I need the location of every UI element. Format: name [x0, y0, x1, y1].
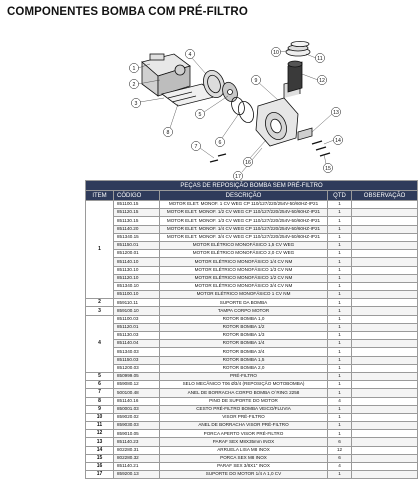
- part-description: ROTOR BOMBA 1,5: [160, 356, 328, 364]
- item-number: 5: [86, 372, 114, 380]
- header-qtd: QTD: [328, 191, 352, 201]
- callout-1: [129, 63, 138, 72]
- part-quantity: 1: [328, 209, 352, 217]
- callout-14: [333, 135, 342, 144]
- item-number: 1: [86, 201, 114, 299]
- part-code: 500100.48: [114, 389, 160, 397]
- part-observation: [352, 282, 418, 290]
- table-row: [86, 315, 418, 323]
- part-description: PARAF SEX M8X35mm INOX: [160, 438, 328, 446]
- part-observation: [352, 438, 418, 446]
- part-code: 851140.23: [114, 438, 160, 446]
- part-observation: [352, 274, 418, 282]
- part-observation: [352, 348, 418, 356]
- part-quantity: 1: [328, 201, 352, 209]
- part-code: 851130.03: [114, 332, 160, 340]
- item-number: 11: [86, 422, 114, 430]
- part-observation: [352, 217, 418, 225]
- svg-text:10: 10: [273, 50, 279, 56]
- pump-body-drawing: [256, 80, 312, 146]
- part-quantity: 6: [328, 438, 352, 446]
- part-observation: [352, 364, 418, 372]
- part-description: ANEL DE BORRACHA VISOR PRÉ-FILTRO: [160, 422, 328, 430]
- callout-13: [331, 107, 340, 116]
- part-quantity: 1: [328, 381, 352, 389]
- part-quantity: 1: [328, 413, 352, 421]
- part-code: 851130.15: [114, 217, 160, 225]
- part-code: 851140.10: [114, 258, 160, 266]
- svg-text:12: 12: [319, 78, 325, 84]
- part-code: 851150.01: [114, 241, 160, 249]
- header-description: DESCRIÇÃO: [160, 191, 328, 201]
- svg-text:13: 13: [333, 110, 339, 116]
- item-number: 9: [86, 405, 114, 413]
- svg-text:9: 9: [254, 78, 258, 84]
- part-description: ROTOR BOMBA 2,0: [160, 364, 328, 372]
- part-quantity: 1: [328, 430, 352, 438]
- table-row: [86, 454, 418, 462]
- part-quantity: 1: [328, 233, 352, 241]
- svg-text:5: 5: [198, 112, 202, 118]
- table-row: [86, 446, 418, 454]
- header-observacao: OBSERVAÇÃO: [352, 191, 418, 201]
- item-number: 2: [86, 299, 114, 307]
- table-row: [86, 340, 418, 348]
- callout-10: [271, 47, 280, 56]
- part-quantity: 4: [328, 397, 352, 405]
- part-code: 850999.05: [114, 372, 160, 380]
- part-description: ROTOR BOMBA 1,0: [160, 315, 328, 323]
- part-code: 851100.15: [114, 201, 160, 209]
- callout-5: [195, 109, 204, 118]
- callout-6: [215, 137, 224, 146]
- part-description: SUPORTE DA BOMBA: [160, 299, 328, 307]
- part-observation: [352, 463, 418, 471]
- table-row: [86, 471, 418, 479]
- part-code: 851100.10: [114, 291, 160, 299]
- basket-drawing: [288, 61, 302, 92]
- part-quantity: 1: [328, 315, 352, 323]
- svg-text:8: 8: [166, 130, 170, 136]
- svg-text:7: 7: [194, 144, 198, 150]
- part-observation: [352, 397, 418, 405]
- part-description: PRÉ-FILTRO: [160, 372, 328, 380]
- visor-drawing: [286, 41, 310, 56]
- svg-text:4: 4: [188, 52, 192, 58]
- table-row: [86, 201, 418, 209]
- part-observation: [352, 250, 418, 258]
- table-row: [86, 356, 418, 364]
- table-row: [86, 250, 418, 258]
- table-row: [86, 209, 418, 217]
- table-row: [86, 266, 418, 274]
- part-quantity: 1: [328, 348, 352, 356]
- table-row: [86, 258, 418, 266]
- part-quantity: 1: [328, 250, 352, 258]
- part-observation: [352, 299, 418, 307]
- part-code: 851120.15: [114, 209, 160, 217]
- item-number: 3: [86, 307, 114, 315]
- part-code: 859030.03: [114, 422, 160, 430]
- svg-text:6: 6: [218, 140, 222, 146]
- part-observation: [352, 332, 418, 340]
- svg-text:2: 2: [132, 82, 136, 88]
- parts-table: [85, 180, 418, 479]
- part-description: PORCA SEX M8 INOX: [160, 454, 328, 462]
- callout-7: [191, 141, 200, 150]
- part-code: 851120.01: [114, 323, 160, 331]
- part-quantity: 12: [328, 446, 352, 454]
- part-description: MOTOR ELET. MONOF. 1/2 CV WEG CP 110/127/220/254V-50/60HZ-IP21: [160, 209, 328, 217]
- callout-16: [243, 157, 252, 166]
- svg-text:11: 11: [317, 56, 323, 62]
- part-description: PARAF SEX 3/8X1" INOX: [160, 463, 328, 471]
- item-number: 14: [86, 446, 114, 454]
- table-row: [86, 438, 418, 446]
- part-code: 859020.02: [114, 413, 160, 421]
- part-code: 851140.21: [114, 463, 160, 471]
- table-row: [86, 282, 418, 290]
- part-code: 851340.03: [114, 348, 160, 356]
- part-code: 851150.03: [114, 356, 160, 364]
- part-observation: [352, 315, 418, 323]
- table-row: [86, 364, 418, 372]
- table-row: [86, 217, 418, 225]
- part-quantity: 1: [328, 356, 352, 364]
- part-observation: [352, 381, 418, 389]
- table-row: [86, 381, 418, 389]
- part-observation: [352, 454, 418, 462]
- svg-text:17: 17: [235, 174, 241, 180]
- table-row: [86, 413, 418, 421]
- part-quantity: 1: [328, 258, 352, 266]
- table-row: [86, 422, 418, 430]
- part-description: ROTOR BOMBA 1/4: [160, 340, 328, 348]
- svg-text:14: 14: [335, 138, 341, 144]
- part-observation: [352, 430, 418, 438]
- part-description: MOTOR ELET. MONOF. 1/3 CV WEG CP 110/127/220/254V-50/60HZ-IP21: [160, 217, 328, 225]
- callout-2: [129, 79, 138, 88]
- part-observation: [352, 307, 418, 315]
- part-quantity: 1: [328, 291, 352, 299]
- part-quantity: 1: [328, 323, 352, 331]
- part-description: MOTOR ELÉTRICO MONOFÁSICO 1/2 CV NM: [160, 274, 328, 282]
- part-description: MOTOR ELET. MONOF. 1/4 CV WEG CP 110/127/220/254V-50/60HZ-IP21: [160, 225, 328, 233]
- part-observation: [352, 340, 418, 348]
- table-row: [86, 233, 418, 241]
- svg-text:16: 16: [245, 160, 251, 166]
- table-row: [86, 430, 418, 438]
- part-code: 859080.12: [114, 381, 160, 389]
- table-row: [86, 291, 418, 299]
- part-description: MOTOR ELÉTRICO MONOFÁSICO 3/4 CV NM: [160, 282, 328, 290]
- part-quantity: 1: [328, 422, 352, 430]
- part-observation: [352, 446, 418, 454]
- item-number: 6: [86, 381, 114, 389]
- part-quantity: 4: [328, 463, 352, 471]
- part-description: ANEL DE BORRACHA CORPO BOMBA O´RING 2258: [160, 389, 328, 397]
- part-observation: [352, 405, 418, 413]
- part-quantity: 1: [328, 340, 352, 348]
- part-code: 851340.10: [114, 282, 160, 290]
- table-row: [86, 274, 418, 282]
- part-quantity: 1: [328, 217, 352, 225]
- item-number: 4: [86, 315, 114, 372]
- part-code: 851200.03: [114, 364, 160, 372]
- callout-3: [131, 98, 140, 107]
- part-code: 851140.20: [114, 225, 160, 233]
- part-code: 859100.10: [114, 307, 160, 315]
- part-description: MOTOR ELÉTRICO MONOFÁSICO 1 CV NM: [160, 291, 328, 299]
- part-observation: [352, 233, 418, 241]
- part-description: SELO MECÂNICO T06 Ø3/4 (REPOSIÇÃO MOTOBOMBA): [160, 381, 328, 389]
- part-code: 859110.11: [114, 299, 160, 307]
- part-code: 851140.04: [114, 340, 160, 348]
- part-observation: [352, 209, 418, 217]
- svg-text:3: 3: [134, 101, 138, 107]
- table-caption: PEÇAS DE REPOSIÇÃO BOMBA SEM PRÉ-FILTRO: [86, 181, 418, 191]
- part-code: 859010.05: [114, 430, 160, 438]
- part-description: PORCA APERTO VISOR PRÉ-FILTRO: [160, 430, 328, 438]
- part-description: MOTOR ELET. MONOF. 1 CV WEG CP 110/127/220/254V-50/60HZ-IP21: [160, 201, 328, 209]
- part-observation: [352, 258, 418, 266]
- table-row: [86, 405, 418, 413]
- part-quantity: 1: [328, 241, 352, 249]
- callout-9: [251, 75, 260, 84]
- part-code: 851140.16: [114, 397, 160, 405]
- parts-table-container: [85, 180, 417, 479]
- part-code: 851120.10: [114, 274, 160, 282]
- part-observation: [352, 225, 418, 233]
- part-description: SUPORTE DO MOTOR 1/4 A 1,0 CV: [160, 471, 328, 479]
- callout-8: [163, 127, 172, 136]
- table-row: [86, 397, 418, 405]
- part-description: VISOR PRÉ-FILTRO: [160, 413, 328, 421]
- callout-11: [315, 53, 324, 62]
- table-row: [86, 323, 418, 331]
- table-row: [86, 299, 418, 307]
- part-code: 851340.15: [114, 233, 160, 241]
- part-quantity: 6: [328, 454, 352, 462]
- part-code: 859200.13: [114, 471, 160, 479]
- callout-12: [317, 75, 326, 84]
- part-observation: [352, 291, 418, 299]
- page-title: COMPONENTES BOMBA COM PRÉ-FILTRO: [7, 6, 248, 18]
- part-description: MOTOR ELET. MONOF. 3/4 CV WEG CP 110/127/220/254V-50/60HZ-IP21: [160, 233, 328, 241]
- part-code: 851100.03: [114, 315, 160, 323]
- part-description: PINO DE SUPORTE DO MOTOR: [160, 397, 328, 405]
- part-observation: [352, 356, 418, 364]
- exploded-pump-diagram: [80, 40, 380, 190]
- part-quantity: 1: [328, 405, 352, 413]
- part-observation: [352, 389, 418, 397]
- part-quantity: 1: [328, 299, 352, 307]
- header-item: ITEM: [86, 191, 114, 201]
- part-description: TAMPA CORPO MOTOR: [160, 307, 328, 315]
- part-quantity: 1: [328, 332, 352, 340]
- part-description: ROTOR BOMBA 3/4: [160, 348, 328, 356]
- part-code: 802280.31: [114, 446, 160, 454]
- part-quantity: 1: [328, 364, 352, 372]
- item-number: 8: [86, 397, 114, 405]
- callout-4: [185, 49, 194, 58]
- callout-15: [323, 163, 332, 172]
- part-quantity: 1: [328, 266, 352, 274]
- part-description: MOTOR ELÉTRICO MONOFÁSICO 1/3 CV NM: [160, 266, 328, 274]
- svg-text:1: 1: [132, 66, 136, 72]
- part-code: 851130.10: [114, 266, 160, 274]
- table-row: [86, 241, 418, 249]
- part-quantity: 1: [328, 225, 352, 233]
- table-row: [86, 463, 418, 471]
- table-row: [86, 332, 418, 340]
- part-description: ROTOR BOMBA 1/2: [160, 323, 328, 331]
- table-row: [86, 389, 418, 397]
- part-observation: [352, 323, 418, 331]
- part-description: ROTOR BOMBA 1/3: [160, 332, 328, 340]
- part-observation: [352, 372, 418, 380]
- part-observation: [352, 266, 418, 274]
- part-description: MOTOR ELÉTRICO MONOFÁSICO 1,5 CV WEG: [160, 241, 328, 249]
- table-row: [86, 307, 418, 315]
- part-quantity: 1: [328, 274, 352, 282]
- part-observation: [352, 471, 418, 479]
- item-number: 13: [86, 438, 114, 446]
- part-quantity: 1: [328, 282, 352, 290]
- item-number: 10: [86, 413, 114, 421]
- part-quantity: 1: [328, 307, 352, 315]
- item-number: 12: [86, 430, 114, 438]
- part-description: MOTOR ELÉTRICO MONOFÁSICO 1/4 CV NM: [160, 258, 328, 266]
- part-code: 802280.32: [114, 454, 160, 462]
- parts-table-body: [86, 201, 418, 479]
- item-number: 7: [86, 389, 114, 397]
- item-number: 16: [86, 463, 114, 471]
- table-row: [86, 225, 418, 233]
- part-observation: [352, 201, 418, 209]
- part-observation: [352, 422, 418, 430]
- part-description: MOTOR ELÉTRICO MONOFÁSICO 2,0 CV WEG: [160, 250, 328, 258]
- table-row: [86, 348, 418, 356]
- part-code: 851200.01: [114, 250, 160, 258]
- part-description: CESTO PRÉ-FILTRO BOMBA VEICO/FLUVIA: [160, 405, 328, 413]
- part-quantity: 1: [328, 389, 352, 397]
- part-description: ARRUELA LISA M8 INOX: [160, 446, 328, 454]
- part-observation: [352, 241, 418, 249]
- table-row: [86, 372, 418, 380]
- part-code: 850001.03: [114, 405, 160, 413]
- item-number: 15: [86, 454, 114, 462]
- part-quantity: 1: [328, 372, 352, 380]
- header-code: CÓDIGO: [114, 191, 160, 201]
- item-number: 17: [86, 471, 114, 479]
- part-quantity: 1: [328, 471, 352, 479]
- part-observation: [352, 413, 418, 421]
- svg-text:15: 15: [325, 166, 331, 172]
